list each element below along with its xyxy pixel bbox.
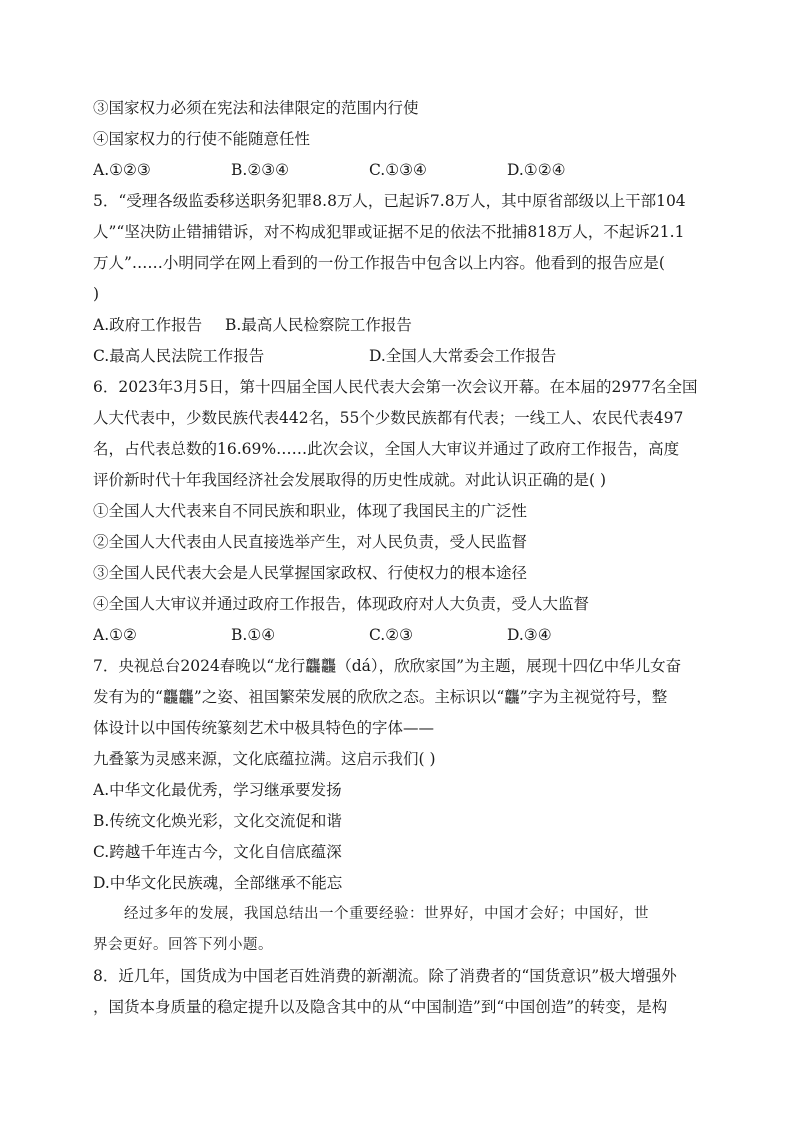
q6-statement-3: ③全国人民代表大会是人民掌握国家政权、行使权力的根本途径 [93, 564, 528, 582]
q4-options [93, 155, 705, 186]
q8-stem-line-1: 8．近几年，国货成为中国老百姓消费的新潮流。除了消费者的“国货意识”极大增强外 [93, 967, 677, 985]
intro-line-1: 经过多年的发展，我国总结出一个重要经验：世界好，中国才会好；中国好，世 [124, 906, 649, 922]
q6-stem-line-2: 人大代表中，少数民族代表442名，55个少数民族都有代表；一线工人、农民代表497 [93, 409, 684, 427]
q5-stem-line-4: ) [93, 285, 100, 303]
q5-stem-line-3: 万人”……小明同学在网上看到的一份工作报告中包含以上内容。他看到的报告应是( [93, 254, 665, 272]
q5-option-a: A.政府工作报告 [93, 316, 203, 334]
q4-option-b: B.②③④ [231, 161, 290, 179]
q6-stem-line-1: 6．2023年3月5日，第十四届全国人民代表大会第一次会议开幕。在本届的2977名全国 [93, 378, 698, 396]
q8-stem-line-2: ，国货本身质量的稳定提升以及隐含其中的从“中国制造”到“中国创造”的转变，是构 [93, 998, 668, 1016]
q6-statement-1: ①全国人大代表来自不同民族和职业，体现了我国民主的广泛性 [93, 502, 528, 520]
q6-statement-2: ②全国人大代表由人民直接选举产生，对人民负责，受人民监督 [93, 533, 528, 551]
q5-stem-line-2: 人”“坚决防止错捕错诉，对不构成犯罪或证据不足的依法不批捕818万人，不起诉21.1 [93, 223, 685, 241]
q7-option-d: D.中华文化民族魂，全部继承不能忘 [93, 874, 343, 892]
q5-options-ab [93, 310, 705, 341]
q5-option-c: C.最高人民法院工作报告 [93, 347, 265, 365]
q6-option-c: C.②③ [369, 626, 414, 644]
q5-options-cd [93, 341, 705, 372]
q4-statement-3: ③国家权力必须在宪法和法律限定的范围内行使 [93, 99, 419, 117]
exam-page [93, 93, 705, 1023]
q7-option-c: C.跨越千年连古今，文化自信底蕴深 [93, 843, 342, 861]
q6-options [93, 620, 705, 651]
q6-option-b: B.①④ [231, 626, 276, 644]
q4-option-a: A.①②③ [93, 161, 151, 179]
intro-line-2: 界会更好。回答下列小题。 [93, 937, 273, 953]
q5-option-b: B.最高人民检察院工作报告 [225, 316, 412, 334]
q5-option-d: D.全国人大常委会工作报告 [369, 347, 557, 365]
q6-stem-line-3: 名，占代表总数的16.69%……此次会议，全国人大审议并通过了政府工作报告，高度 [93, 440, 680, 458]
q6-stem-line-4: 评价新时代十年我国经济社会发展取得的历史性成就。对此认识正确的是( ) [93, 471, 607, 489]
q5-stem-line-1: 5．“受理各级监委移送职务犯罪8.8万人，已起诉7.8万人，其中原省部级以上干部104 [93, 192, 686, 210]
q7-option-a: A.中华文化最优秀，学习继承要发扬 [93, 781, 342, 799]
q6-option-a: A.①② [93, 626, 137, 644]
q4-option-c: C.①③④ [369, 161, 427, 179]
q7-option-b: B.传统文化焕光彩，文化交流促和谐 [93, 812, 342, 830]
q4-statement-4: ④国家权力的行使不能随意任性 [93, 130, 311, 148]
q7-stem-line-1: 7．央视总台2024春晚以“龙行龘龘（dá），欣欣家国”为主题，展现十四亿中华儿女奋 [93, 657, 682, 675]
q7-stem-line-3: 体设计以中国传统篆刻艺术中极具特色的字体—— [93, 719, 435, 737]
q4-option-d: D.①②④ [507, 161, 566, 179]
q7-stem-line-2: 发有为的“龘龘”之姿、祖国繁荣发展的欣欣之态。主标识以“龘”字为主视觉符号，整 [93, 688, 668, 706]
q6-statement-4: ④全国人大审议并通过政府工作报告，体现政府对人大负责，受人大监督 [93, 595, 590, 613]
q6-option-d: D.③④ [507, 626, 552, 644]
q7-stem-line-4: 九叠篆为灵感来源，文化底蕴拉满。这启示我们( ) [93, 750, 436, 768]
